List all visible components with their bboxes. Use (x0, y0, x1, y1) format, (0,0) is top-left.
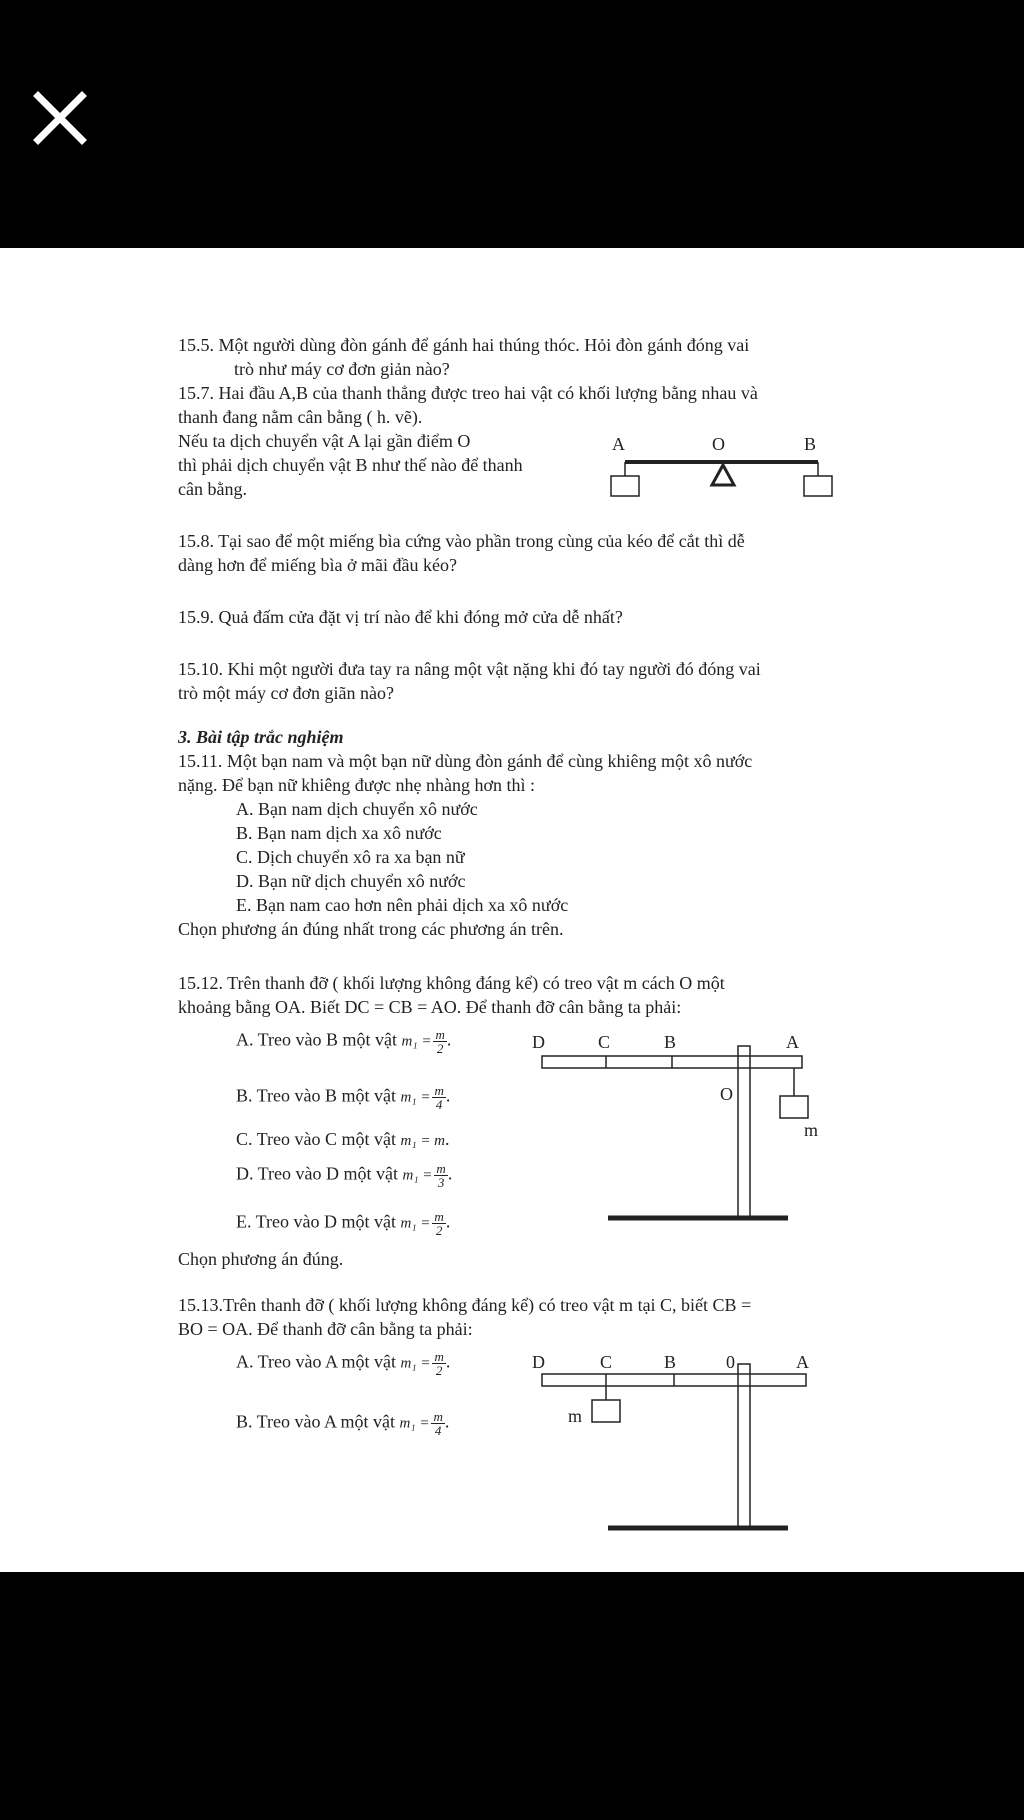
fig1513-label-d: D (532, 1352, 545, 1372)
viewer-bottom-bar (0, 1572, 1024, 1820)
mass-m (592, 1400, 620, 1422)
q15-11-option-c: C. Dịch chuyển xô ra xa bạn nữ (236, 847, 465, 867)
q15-12-option-d: D. Treo vào D một vật m₁ = $\frac{m}{3}$ . (236, 1161, 453, 1190)
lever-figure-15-13 (540, 1358, 820, 1538)
q15-7-line5: cân bằng. (178, 479, 247, 499)
q15-7-line1: 15.7. Hai đầu A,B của thanh thẳng được treo hai vật có khối lượng bằng nhau và (178, 383, 758, 403)
q15-12-choose: Chọn phương án đúng. (178, 1249, 344, 1269)
fig1512-label-b: B (664, 1032, 677, 1052)
fig1512-label-d: D (532, 1032, 545, 1052)
q15-8-line1: 15.8. Tại sao để một miếng bìa cứng vào phần trong cùng của kéo để cắt thì dễ (178, 531, 745, 551)
weight-b (804, 476, 832, 496)
q15-12-option-a: A. Treo vào B một vật m₁ = $\frac{m}{2}$ . (236, 1027, 452, 1056)
viewer-top-bar (0, 0, 1024, 248)
q15-13-option-a: A. Treo vào A một vật m₁ = $\frac{m}{2}$ . (236, 1349, 451, 1378)
support-post (738, 1046, 750, 1218)
fig157-label-o: O (712, 434, 725, 454)
q15-11-line1: 15.11. Một bạn nam và một bạn nữ dùng đòn gánh để cùng khiêng một xô nước (178, 751, 753, 771)
q15-12-option-c: C. Treo vào C một vật m₁ = m. (236, 1129, 450, 1149)
fig1512-label-a: A (786, 1032, 799, 1052)
q15-11-option-b: B. Bạn nam dịch xa xô nước (236, 823, 442, 843)
q15-10-line2: trò một máy cơ đơn giãn nào? (178, 683, 394, 703)
q15-13-line2: BO = OA. Để thanh đỡ cân bằng ta phải: (178, 1319, 473, 1339)
q15-11-option-d: D. Bạn nữ dịch chuyển xô nước (236, 871, 466, 891)
q15-12-option-b: B. Treo vào B một vật m₁ = $\frac{m}{4}$ . (236, 1083, 451, 1112)
q15-11-option-a: A. Bạn nam dịch chuyển xô nước (236, 799, 478, 819)
q15-10-line1: 15.10. Khi một người đưa tay ra nâng một vật nặng khi đó tay người đó đóng vai (178, 659, 761, 679)
q15-11-choose: Chọn phương án đúng nhất trong các phương án trên. (178, 919, 564, 939)
q15-11-line2: nặng. Để bạn nữ khiêng được nhẹ nhàng hơn thì : (178, 775, 535, 795)
fig1512-label-c: C (598, 1032, 611, 1052)
balance-figure (600, 448, 840, 508)
mass-m (780, 1096, 808, 1118)
fig157-label-b: B (804, 434, 817, 454)
fig1513-label-a: A (796, 1352, 809, 1372)
q15-8-line2: dàng hơn để miếng bìa ở mãi đầu kéo? (178, 555, 457, 575)
q15-7-line3: Nếu ta dịch chuyển vật A lại gần điểm O (178, 431, 471, 451)
section-heading: 3. Bài tập trắc nghiệm (178, 727, 344, 747)
fig1512-label-o: O (720, 1084, 733, 1104)
fig1513-label-o: 0 (726, 1352, 735, 1372)
fig1513-label-c: C (600, 1352, 613, 1372)
fig157-label-a: A (612, 434, 625, 454)
fig1513-label-m: m (568, 1406, 583, 1426)
support-post (738, 1364, 750, 1528)
q15-5-line1: 15.5. Một người dùng đòn gánh để gánh hai thúng thóc. Hỏi đòn gánh đóng vai (178, 335, 750, 355)
close-icon (30, 88, 90, 148)
document-page (0, 248, 1024, 1572)
fulcrum-triangle (712, 465, 734, 485)
q15-12-line2: khoảng bằng OA. Biết DC = CB = AO. Để thanh đỡ cân bằng ta phải: (178, 997, 682, 1017)
q15-13-option-b: B. Treo vào A một vật m₁ = $\frac{m}{4}$ . (236, 1409, 450, 1438)
weight-a (611, 476, 639, 496)
lever-figure-15-12 (540, 1038, 820, 1228)
q15-9: 15.9. Quả đấm cửa đặt vị trí nào để khi đóng mở cửa dễ nhất? (178, 607, 623, 627)
q15-7-line4: thì phải dịch chuyển vật B như thế nào để thanh (178, 455, 523, 475)
q15-11-option-e: E. Bạn nam cao hơn nên phải dịch xa xô nước (236, 895, 569, 915)
q15-7-line2: thanh đang nằm cân bằng ( h. vẽ). (178, 407, 423, 427)
fig1513-label-b: B (664, 1352, 677, 1372)
q15-5-line2: trò như máy cơ đơn giản nào? (234, 359, 450, 379)
q15-12-option-e: E. Treo vào D một vật m₁ = $\frac{m}{2}$ . (236, 1209, 451, 1238)
fig1512-label-m: m (804, 1120, 819, 1140)
q15-12-line1: 15.12. Trên thanh đỡ ( khối lượng không đáng kể) có treo vật m cách O một (178, 973, 725, 993)
q15-13-line1: 15.13.Trên thanh đỡ ( khối lượng không đáng kể) có treo vật m tại C, biết CB = (178, 1295, 752, 1315)
close-button[interactable] (30, 88, 90, 148)
